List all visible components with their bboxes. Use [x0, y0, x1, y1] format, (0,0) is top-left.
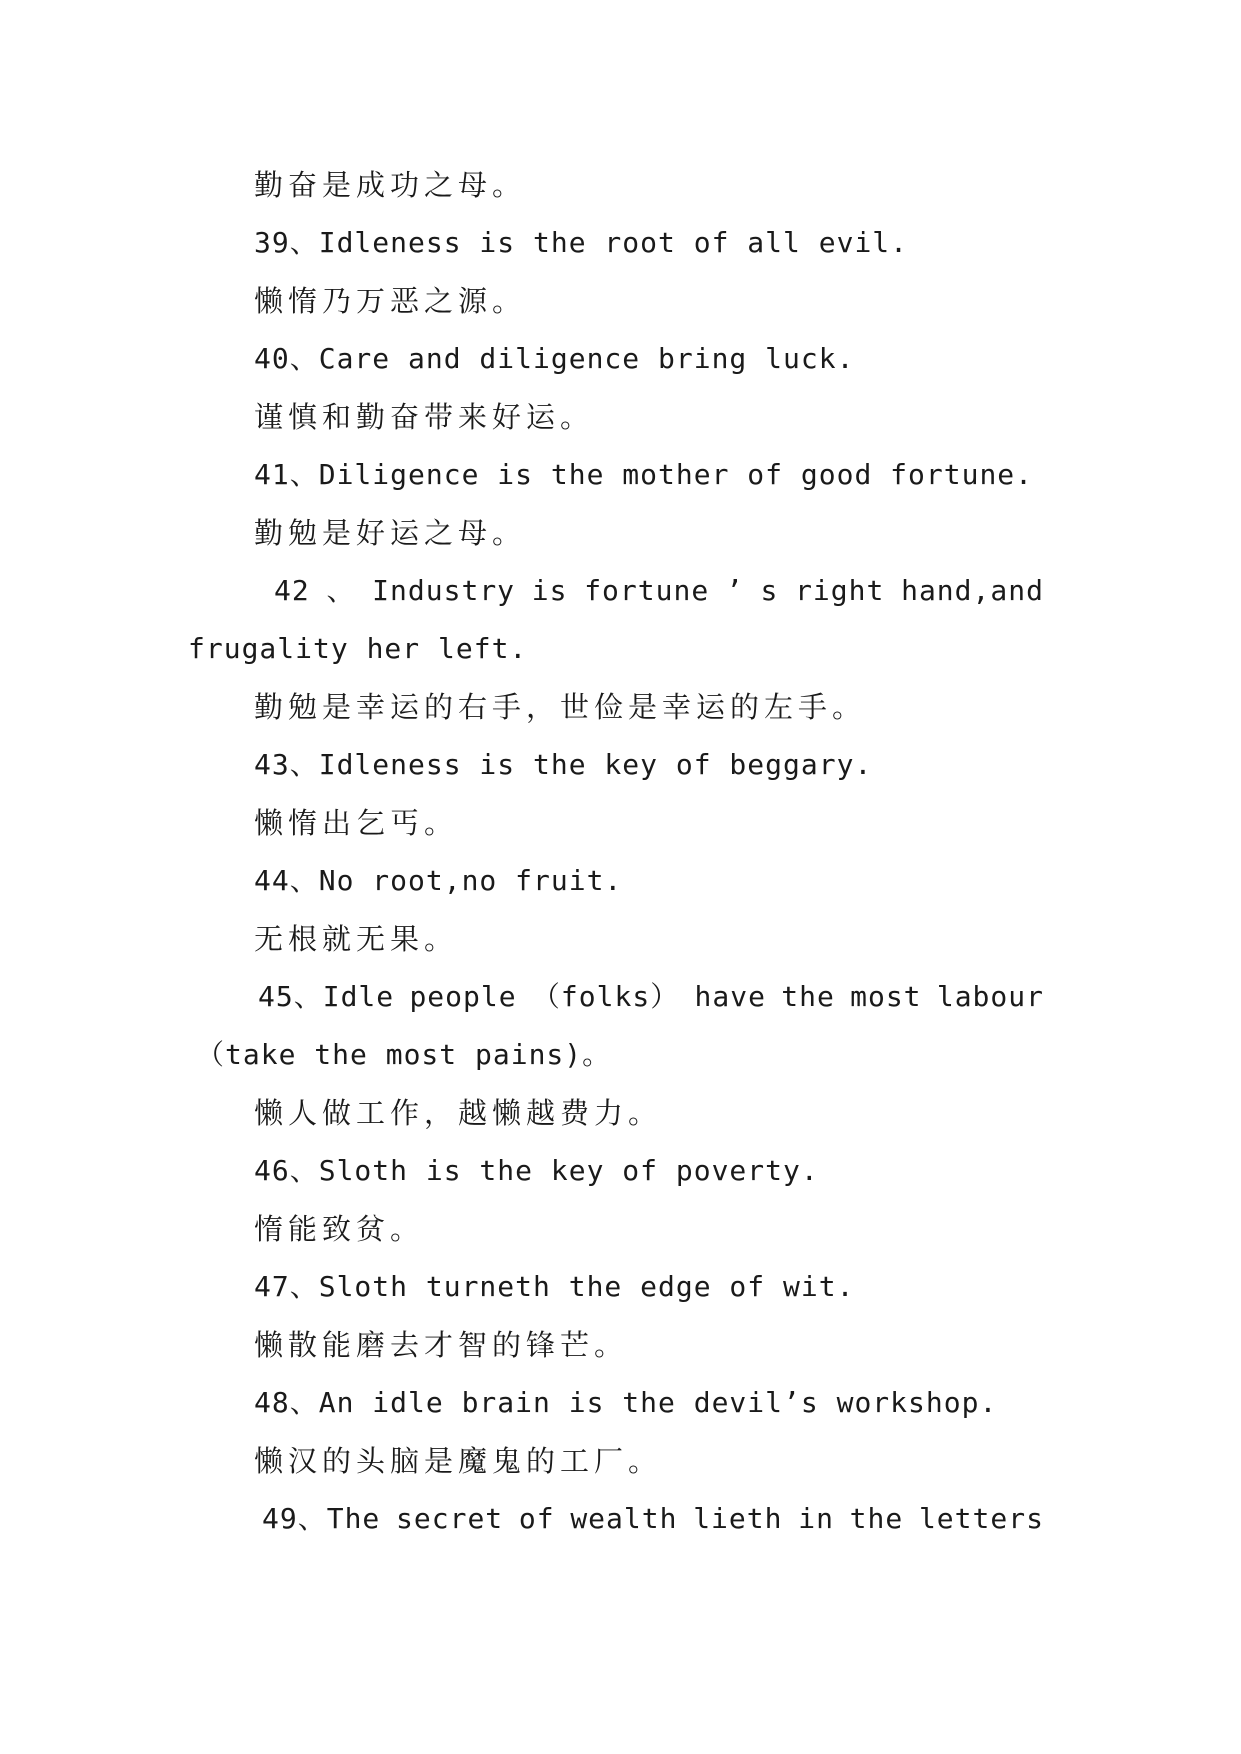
text-line-justified: [274, 571, 1044, 611]
text-line: 48、An idle brain is the devil’s workshop.: [254, 1386, 998, 1419]
text-line: 43、Idleness is the key of beggary.: [254, 748, 873, 781]
word: secret: [396, 1502, 504, 1535]
word: ’: [725, 574, 744, 607]
word: （folks）: [531, 980, 680, 1013]
text-line: 勤奋是成功之母。: [254, 168, 527, 202]
word: s: [760, 574, 779, 607]
text-line: 谨慎和勤奋带来好运。: [254, 400, 595, 434]
text-line: 懒人做工作，越懒越费力。: [254, 1096, 663, 1130]
word: wealth: [570, 1502, 678, 1535]
word: people: [409, 980, 517, 1013]
word: labour: [936, 980, 1044, 1013]
text-line: 惰能致贫。: [254, 1212, 425, 1246]
word: the: [849, 1502, 904, 1535]
text-line: 46、Sloth is the key of poverty.: [254, 1154, 819, 1187]
word: of: [518, 1502, 555, 1535]
word: 45、Idle: [258, 980, 395, 1013]
word: have: [694, 980, 766, 1013]
text-line-justified: [258, 977, 1044, 1017]
word: 49、The: [262, 1502, 381, 1535]
word: 、: [326, 574, 356, 607]
word: right: [795, 574, 885, 607]
text-line: 勤勉是幸运的右手，世俭是幸运的左手。: [254, 690, 867, 724]
text-line: 39、Idleness is the root of all evil.: [254, 226, 909, 259]
text-line: 勤勉是好运之母。: [254, 516, 527, 550]
text-line: 41、Diligence is the mother of good fortune.: [254, 458, 1034, 491]
text-line: 懒惰乃万恶之源。: [254, 284, 527, 318]
word: the: [781, 980, 835, 1013]
text-line-justified: [262, 1499, 1044, 1539]
text-line: 无根就无果。: [254, 922, 459, 956]
text-line: 懒惰出乞丐。: [254, 806, 459, 840]
word: letters: [918, 1502, 1044, 1535]
word: in: [798, 1502, 834, 1535]
word: most: [850, 980, 922, 1013]
word: hand,and: [901, 574, 1044, 607]
word: lieth: [693, 1502, 783, 1535]
text-line: （take the most pains)。: [196, 1038, 612, 1071]
text-line: 44、No root,no fruit.: [254, 864, 623, 897]
word: is: [531, 574, 568, 607]
text-line: 懒散能磨去才智的锋芒。: [254, 1328, 629, 1362]
word: Industry: [372, 574, 516, 607]
text-line: frugality her left.: [188, 632, 528, 665]
word: 42: [274, 574, 310, 607]
text-line: 懒汉的头脑是魔鬼的工厂。: [254, 1444, 663, 1478]
word: fortune: [584, 574, 710, 607]
text-line: 47、Sloth turneth the edge of wit.: [254, 1270, 855, 1303]
text-line: 40、Care and diligence bring luck.: [254, 342, 855, 375]
